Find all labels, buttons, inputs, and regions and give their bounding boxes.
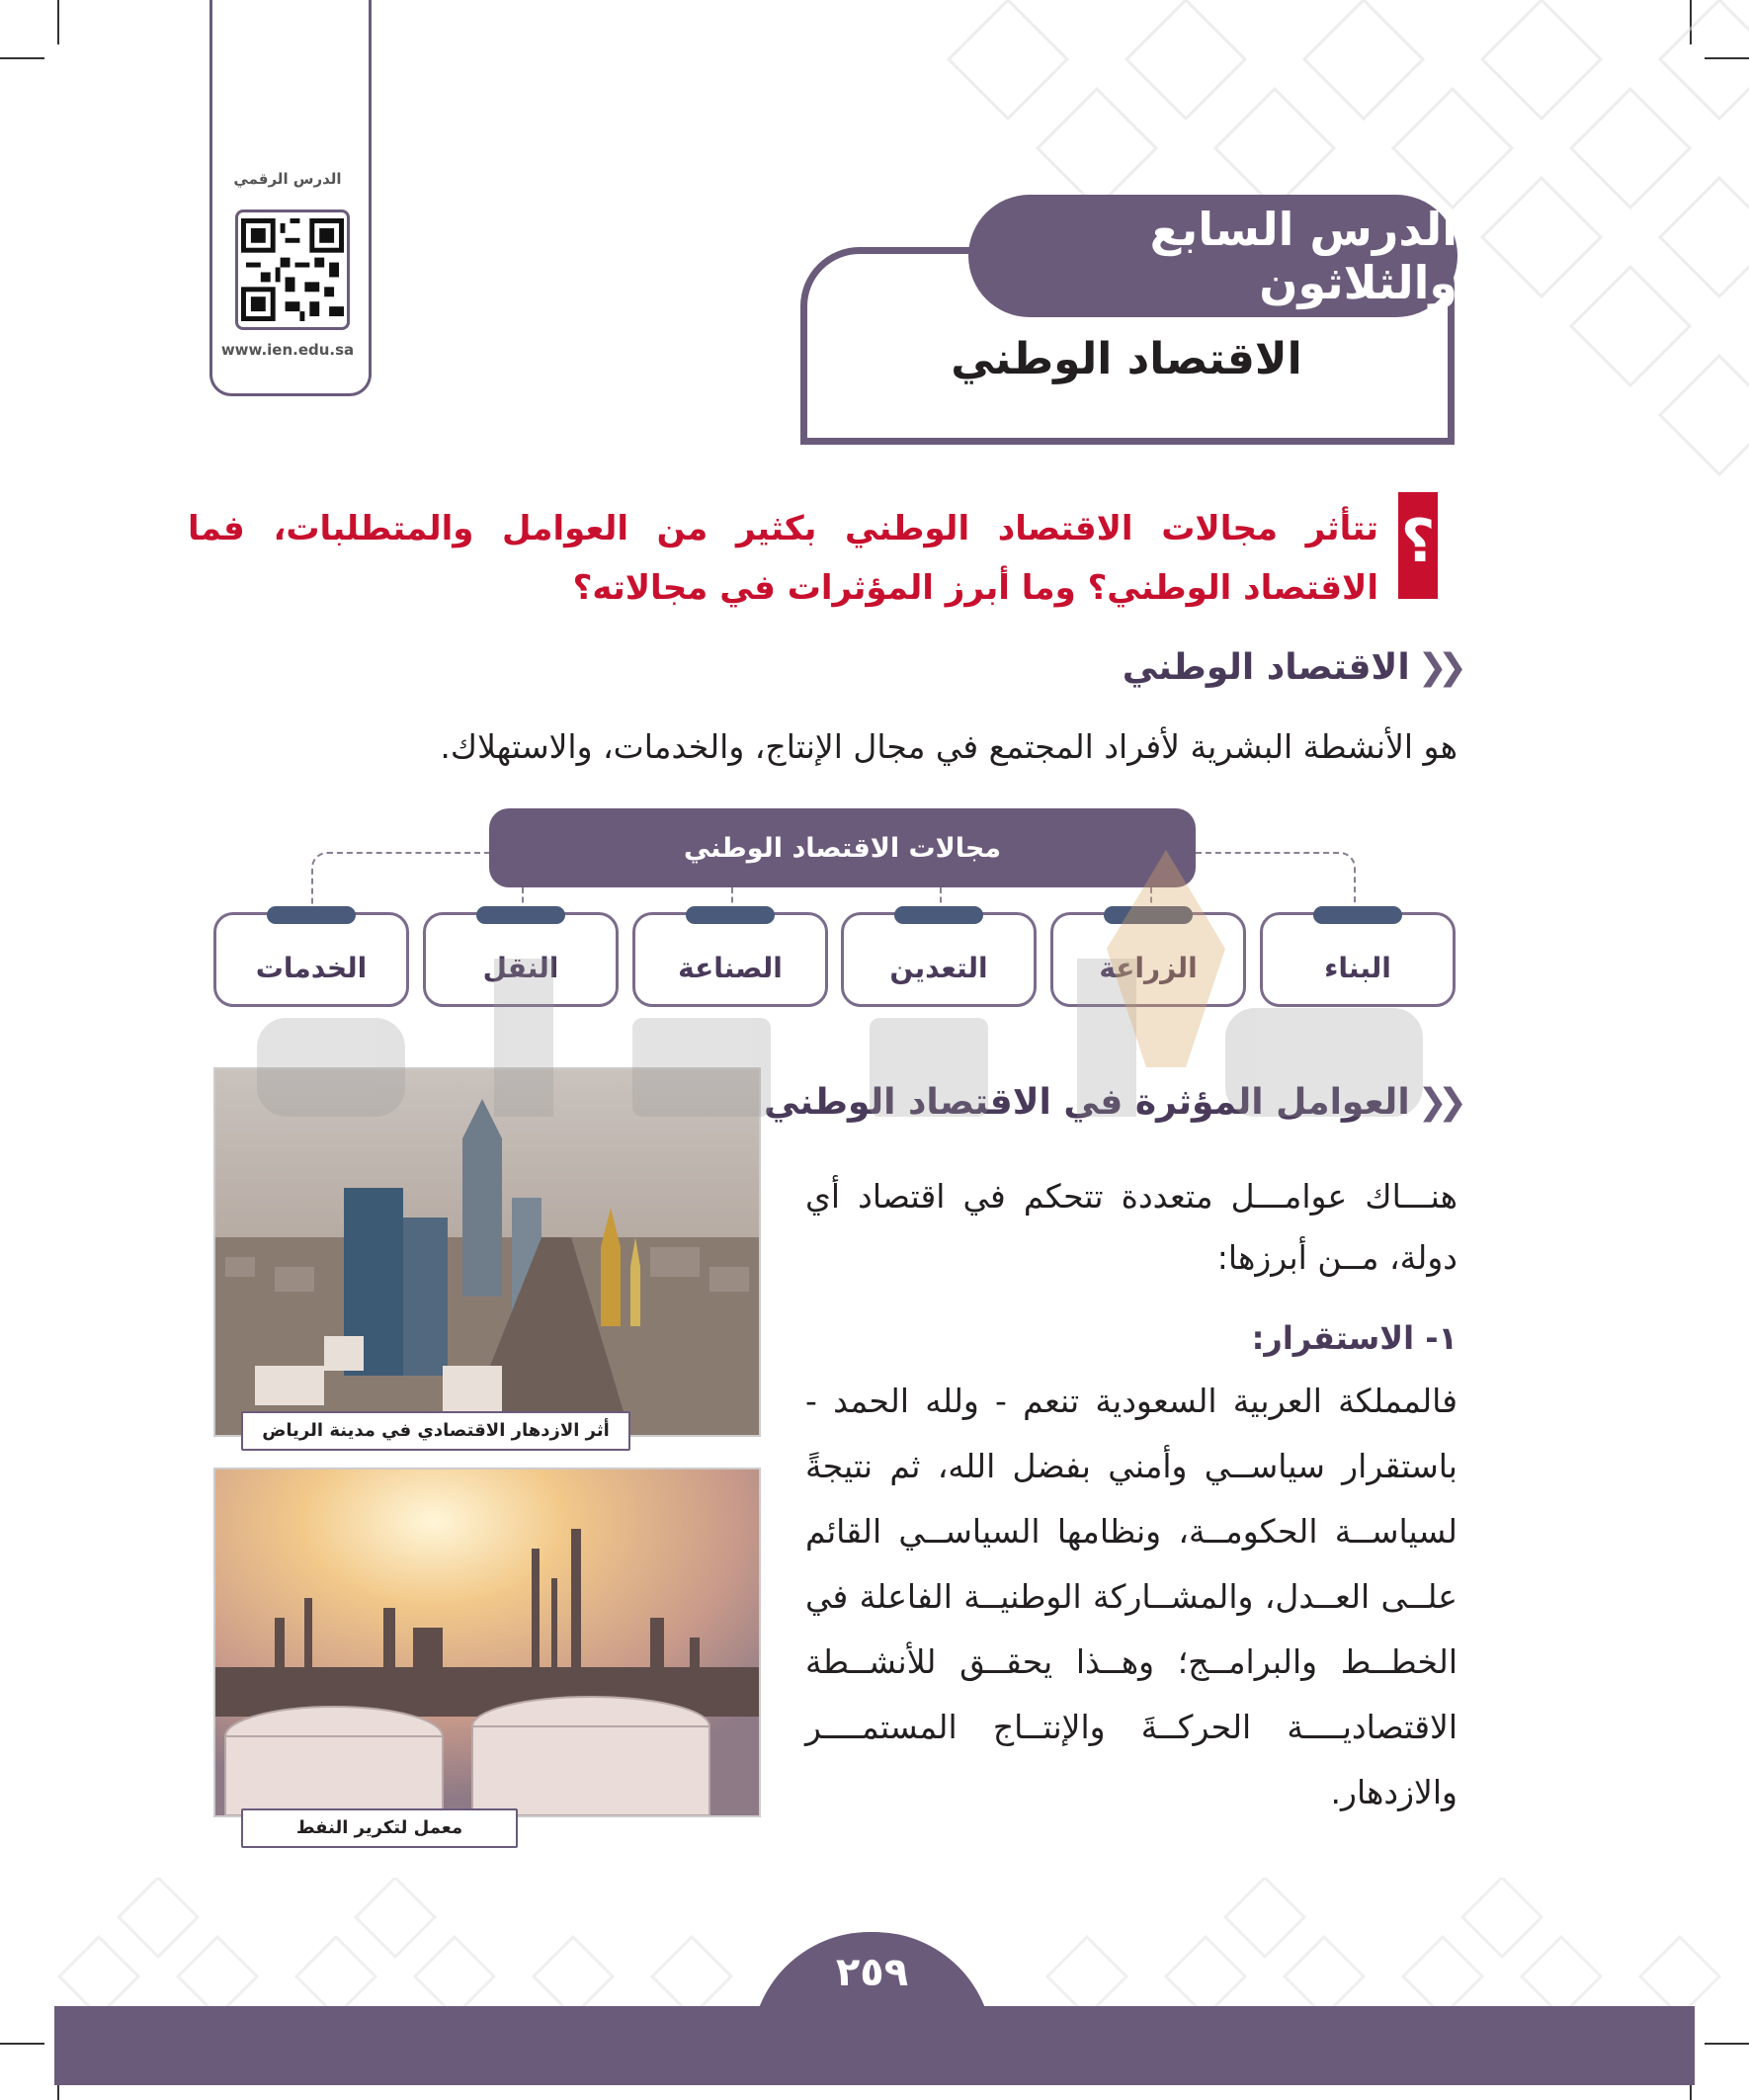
field-label: الخدمات (255, 951, 368, 984)
section-heading-text: الاقتصاد الوطني (1122, 647, 1410, 688)
stability-paragraph: فالمملكة العربية السعودية تنعم - ولله الحمد - باستقرار سياســي وأمني بفضل الله، ثم نتيجةً لسياســة الحكومــة، ونظامها السياســي القائم علــى العــدل، والمشــاركة الوطنيــة الفاعلة في الخطــط والبرامــج؛ وهــذا يحقــق للأنشــطة الاقتصاديــــة الحركــةَ والإنتــاج المستمــــر والازدهار. (805, 1382, 1458, 1811)
box-cap (267, 906, 356, 924)
photo-caption-refinery: معمل لتكرير النفط (241, 1808, 518, 1848)
diagram-title: مجالات الاقتصاد الوطني (489, 808, 1196, 887)
photo-caption-riyadh: أثر الازدهار الاقتصادي في مدينة الرياض (241, 1411, 630, 1451)
diagram-connector (1196, 852, 1356, 913)
qr-code[interactable] (235, 210, 350, 330)
economy-definition: هو الأنشطة البشرية لأفراد المجتمع في مجال الإنتاج، والخدمات، والاستهلاك. (440, 727, 1458, 766)
riyadh-skyline-image (215, 1069, 759, 1435)
crop-mark (57, 0, 59, 44)
digital-lesson-label: الدرس الرقمي (233, 170, 342, 188)
section-heading-economy (1123, 647, 1458, 688)
page-number: ٢٥٩ (751, 1932, 993, 2080)
box-cap (476, 906, 565, 924)
chevron-left-icon: ❮❮ (1417, 647, 1458, 688)
field-box-transport (423, 912, 619, 1007)
diagram-connector (311, 852, 491, 913)
field-label: الصناعة (678, 951, 783, 984)
box-cap (1104, 906, 1193, 924)
qr-url[interactable]: www.ien.edu.sa (220, 341, 355, 359)
oil-refinery-photo (213, 1468, 761, 1817)
section-heading-text: العوامل المؤثرة في الاقتصاد الوطني (763, 1082, 1410, 1123)
digital-lesson-tab (209, 0, 372, 396)
chevron-left-icon: ❮❮ (1417, 1082, 1458, 1123)
point-title-stability: ١- الاستقرار: (1251, 1319, 1458, 1357)
crop-mark (0, 57, 44, 59)
question-mark-icon: ؟ (1398, 492, 1438, 599)
field-label: التعدين (889, 951, 988, 984)
box-cap (1313, 906, 1402, 924)
lesson-question: تتأثر مجالات الاقتصاد الوطني بكثير من العوامل والمتطلبات، فما الاقتصاد الوطني؟ وما أبرز المؤثرات في مجالاته؟ (188, 509, 1378, 608)
box-cap (686, 906, 775, 924)
field-box-services (213, 912, 409, 1007)
field-box-construction (1260, 912, 1456, 1007)
qr-code-icon (241, 215, 344, 324)
field-label: الزراعة (1099, 951, 1198, 984)
field-label: النقل (482, 951, 559, 984)
crop-mark (0, 2043, 44, 2045)
factors-intro: هنـــاك عوامـــل متعددة تتحكم في اقتصاد أي دولة، مــن أبرزها: (805, 1177, 1458, 1277)
crop-mark (1705, 2043, 1749, 2045)
field-box-mining (841, 912, 1037, 1007)
riyadh-city-photo (213, 1067, 761, 1437)
field-label: البناء (1324, 951, 1391, 984)
lesson-title: الاقتصاد الوطني (951, 334, 1302, 384)
box-cap (894, 906, 983, 924)
lesson-number: الدرس السابع والثلاثون (968, 195, 1458, 317)
field-box-industry (632, 912, 828, 1007)
section-heading-factors (764, 1082, 1458, 1123)
refinery-image (215, 1470, 759, 1815)
field-box-agriculture (1050, 912, 1246, 1007)
